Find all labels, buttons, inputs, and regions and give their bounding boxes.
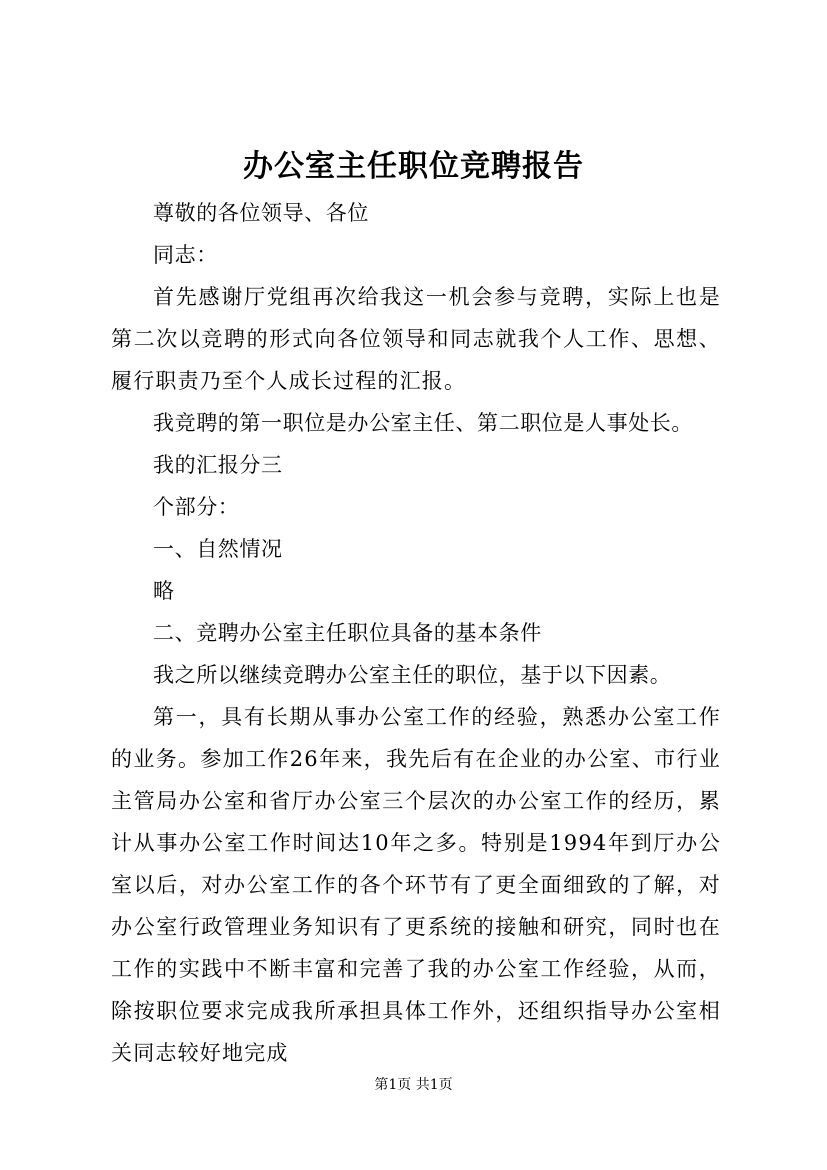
section-heading-2: 二、竞聘办公室主任职位具备的基本条件 <box>153 621 542 645</box>
paragraph-report-parts-1: 我的汇报分三 <box>153 453 283 477</box>
section-body-1: 略 <box>153 579 175 603</box>
paragraph-intro: 首先感谢厅党组再次给我这一机会参与竞聘，实际上也是第二次以竞聘的形式向各位领导和同志就我个人工作、思想、履行职责乃至个人成长过程的汇报。 <box>111 285 721 393</box>
paragraph-positions: 我竞聘的第一职位是办公室主任、第二职位是人事处长。 <box>153 411 693 435</box>
page-footer: 第1页 共1页 <box>374 1077 453 1093</box>
paragraph-reasons: 我之所以继续竞聘办公室主任的职位，基于以下因素。 <box>153 663 672 687</box>
greeting-line-2: 同志： <box>153 243 218 267</box>
section-heading-1: 一、自然情况 <box>153 537 283 561</box>
document-body <box>111 192 721 1074</box>
greeting-line-1: 尊敬的各位领导、各位 <box>153 201 369 225</box>
document-title: 办公室主任职位竞聘报告 <box>243 149 584 184</box>
paragraph-experience: 第一，具有长期从事办公室工作的经验，熟悉办公室工作的业务。参加工作26年来，我先后有在企业的办公室、市行业主管局办公室和省厅办公室三个层次的办公室工作的经历，累计从事办公室工作时间达10年之多。特别是1994年到厅办公室以后，对办公室工作的各个环节有了更全面细致的了解，对办公室行政管理业务知识有了更系统的接触和研究，同时也在工作的实践中不断丰富和完善了我的办公室工作经验，从而，除按职位要求完成我所承担具体工作外，还组织指导办公室相关同志较好地完成 <box>111 705 721 1065</box>
paragraph-report-parts-2: 个部分： <box>153 495 240 519</box>
